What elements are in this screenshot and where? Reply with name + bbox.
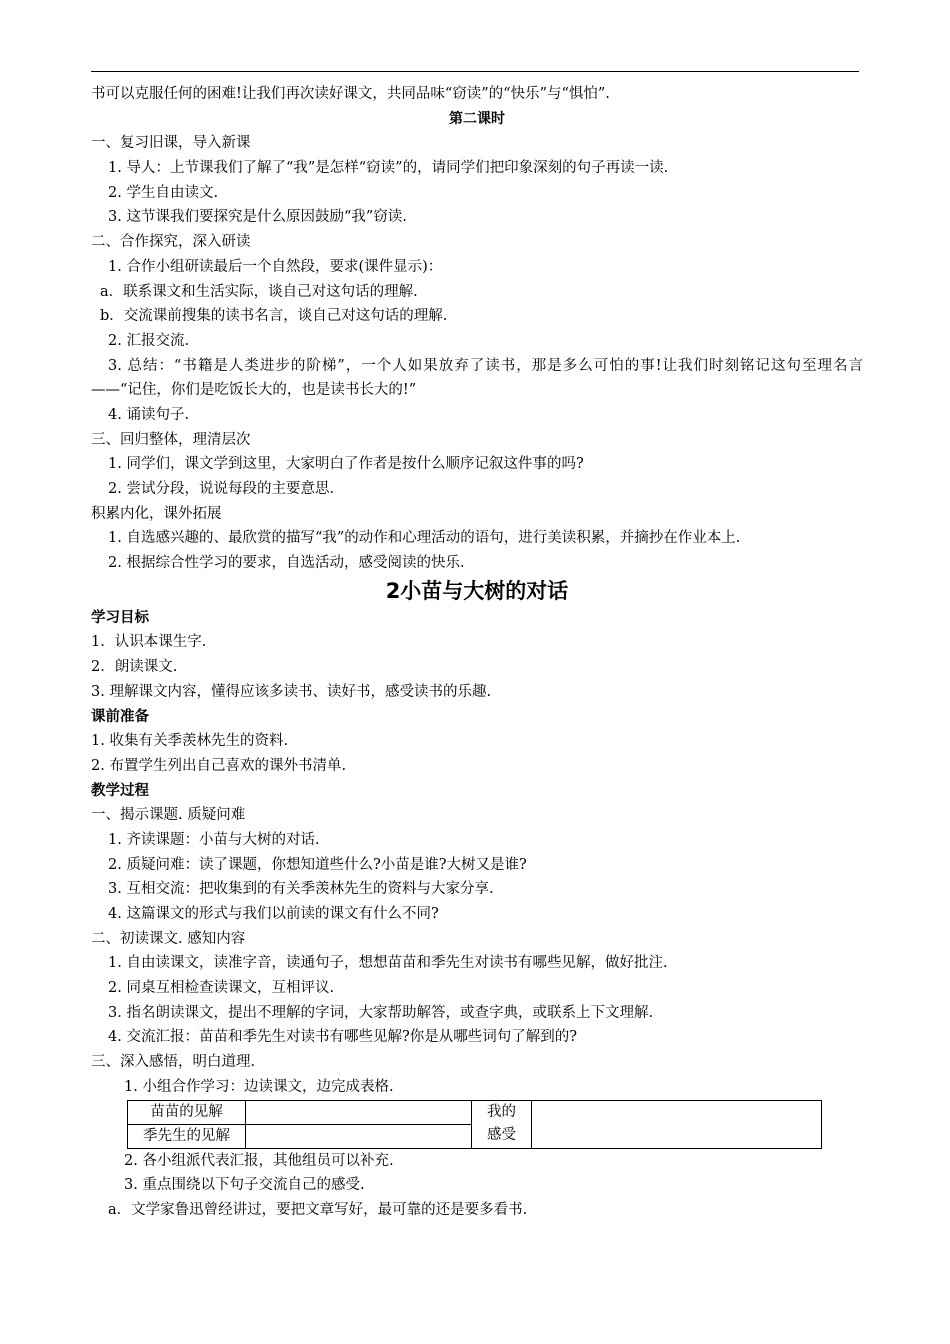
process-section-heading: 一、揭示课题. 质疑问难 [91, 807, 246, 824]
list-item: 4. 诵读句子. [108, 406, 190, 423]
table-input-miaomiao[interactable] [246, 1100, 472, 1124]
list-item: 1. 合作小组研读最后一个自然段，要求(课件显示)： [108, 258, 443, 275]
sub-item: b．交流课前搜集的读书名言，谈自己对这句话的理解. [100, 308, 448, 325]
process-heading: 教学过程 [91, 782, 149, 799]
list-item: 2. 质疑问难：读了课题，你想知道些什么?小苗是谁?大树又是谁? [108, 856, 527, 873]
header-rule [91, 71, 859, 72]
list-item: 3. 互相交流：把收集到的有关季羡林先生的资料与大家分享. [108, 881, 494, 898]
process-section-heading: 三、深入感悟，明白道理. [91, 1054, 256, 1071]
list-item: 4. 这篇课文的形式与我们以前读的课文有什么不同? [108, 906, 439, 923]
sub-item: a．文学家鲁迅曾经讲过，要把文章写好，最可靠的还是要多看书. [108, 1201, 528, 1218]
list-item: 2. 学生自由读文. [108, 184, 219, 201]
list-item-summary: 3. 总结：“书籍是人类进步的阶梯”，一个人如果放弃了读书，那是多么可怕的事!让我们时刻铭记这句至理名言——“记住，你们是吃饭长大的，也是读书长大的!” [91, 357, 863, 399]
feeling-line: 我的 [487, 1104, 516, 1121]
lesson-part-title: 第二课时 [449, 110, 505, 127]
section-heading-structure: 三、回归整体，理清层次 [91, 431, 251, 448]
sub-item: a．联系课文和生活实际，谈自己对这句话的理解. [100, 283, 418, 300]
list-item: 1. 导人：上节课我们了解了“我”是怎样“窃读”的，请同学们把印象深刻的句子再读一读. [108, 160, 669, 177]
list-item: 1. 自由读课文，读准字音，读通句子，想想苗苗和季先生对读书有哪些见解，做好批注. [108, 955, 668, 972]
list-item: 3. 指名朗读课文，提出不理解的字词，大家帮助解答，或查字典，或联系上下文理解. [108, 1004, 654, 1021]
goal-item: 3. 理解课文内容，懂得应该多读书、读好书，感受读书的乐趣. [91, 683, 492, 700]
table-input-feeling[interactable] [532, 1100, 822, 1148]
section-heading-review: 一、复习旧课，导入新课 [91, 135, 251, 152]
list-item: 1. 同学们，课文学到这里，大家明白了作者是按什么顺序记叙这件事的吗? [108, 456, 584, 473]
lesson-title: 2小苗与大树的对话 [385, 578, 569, 603]
list-item: 2. 根据综合性学习的要求，自选活动，感受阅读的快乐. [108, 555, 465, 572]
list-item: 2. 各小组派代表汇报，其他组员可以补充. [124, 1152, 394, 1169]
feeling-line: 感受 [487, 1127, 516, 1144]
list-item: 2. 同桌互相检查读课文，互相评议. [108, 980, 335, 997]
goals-heading: 学习目标 [91, 609, 149, 626]
list-item: 3. 重点围绕以下句子交流自己的感受. [124, 1177, 365, 1194]
list-item: 2. 汇报交流. [108, 332, 190, 349]
opinion-table [127, 1100, 822, 1149]
table-label-jixianlin: 季先生的见解 [128, 1124, 246, 1148]
prep-item: 2. 布置学生列出自己喜欢的课外书清单. [91, 757, 347, 774]
list-item: 1. 小组合作学习：边读课文，边完成表格. [124, 1078, 394, 1095]
intro-line: 书可以克服任何的困难!让我们再次读好课文，共同品味“窃读”的“快乐”与“惧怕”. [91, 86, 610, 102]
table-label-miaomiao: 苗苗的见解 [128, 1100, 246, 1124]
table-input-jixianlin[interactable] [246, 1124, 472, 1148]
list-item: 1. 齐读课题：小苗与大树的对话. [108, 831, 320, 848]
list-item: 1. 自选感兴趣的、最欣赏的描写“我”的动作和心理活动的语句，进行美读积累，并摘抄在作业本上. [108, 530, 741, 547]
prep-item: 1. 收集有关季羡林先生的资料. [91, 733, 289, 750]
goal-item: 1．认识本课生字. [91, 634, 207, 651]
list-item: 2. 尝试分段，说说每段的主要意思. [108, 481, 335, 498]
section-heading-extension: 积累内化，课外拓展 [91, 505, 222, 522]
prep-heading: 课前准备 [91, 708, 149, 725]
section-heading-explore: 二、合作探究，深入研读 [91, 234, 251, 251]
list-item: 3. 这节课我们要探究是什么原因鼓励“我”窃读. [108, 209, 407, 226]
goal-item: 2．朗读课文. [91, 659, 178, 676]
list-item: 4. 交流汇报：苗苗和季先生对读书有哪些见解?你是从哪些词句了解到的? [108, 1029, 577, 1046]
document-body [91, 82, 863, 1223]
process-section-heading: 二、初读课文. 感知内容 [91, 930, 246, 947]
table-label-feeling [472, 1100, 532, 1148]
